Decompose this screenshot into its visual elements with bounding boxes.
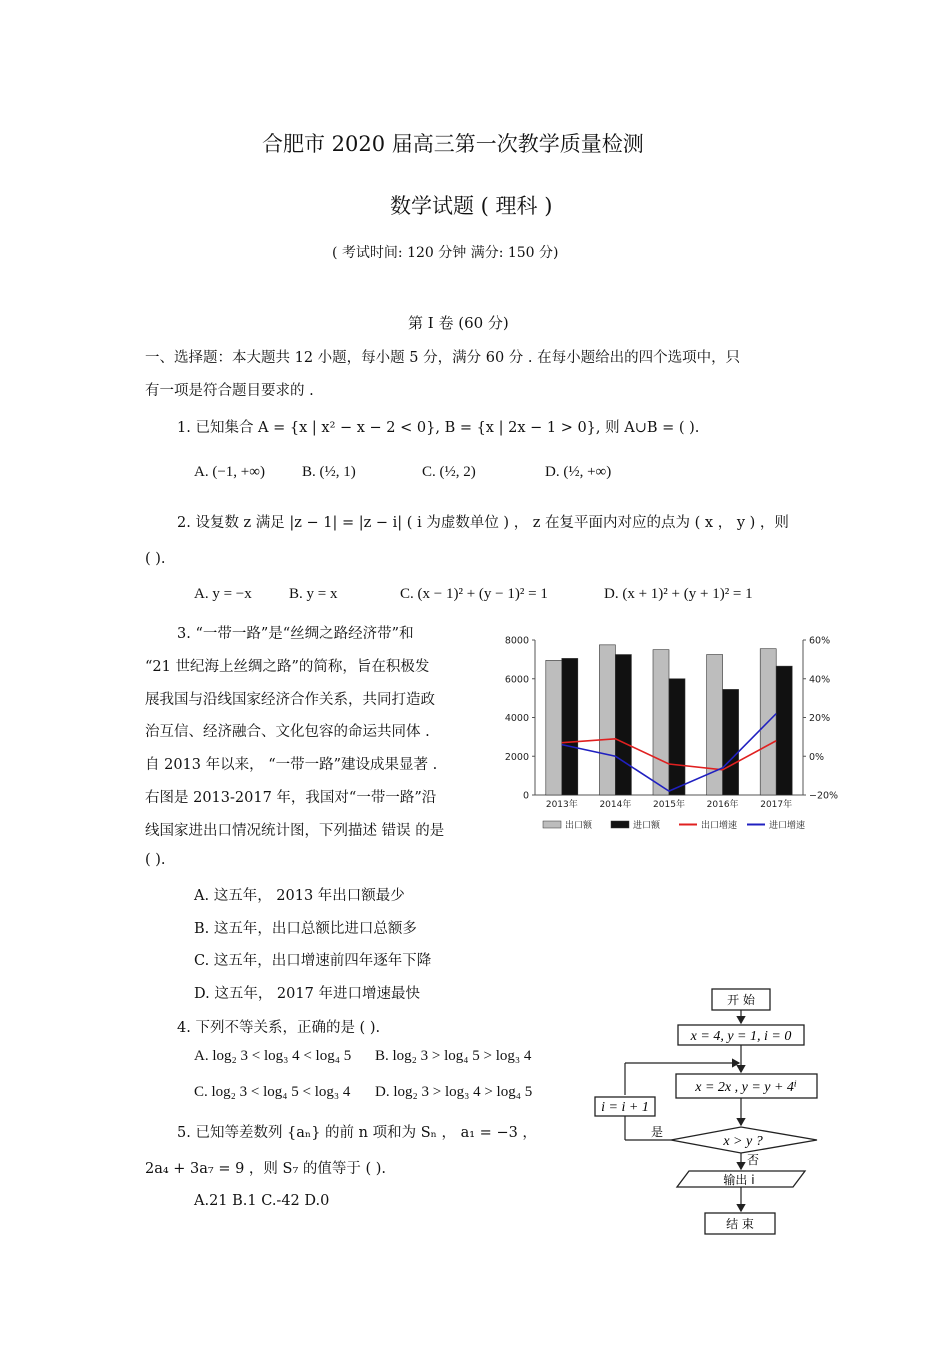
chart-bar-export	[546, 660, 562, 795]
chart-xtick-label: 2016年	[706, 800, 739, 810]
chart-xtick-label: 2014年	[599, 800, 632, 810]
chart-ytick-label: 6000	[504, 674, 529, 686]
flow-output-label: 输出 i	[723, 1173, 755, 1187]
flow-end-label: 结 束	[726, 1217, 754, 1231]
chart-y2tick-label: 60%	[809, 635, 831, 647]
chart-y2tick-label: 0%	[809, 751, 825, 763]
chart-bar-export	[653, 650, 669, 795]
flow-start-label: 开 始	[727, 993, 755, 1007]
q3-option-b: B. 这五年，出口总额比进口总额多	[194, 921, 417, 937]
section-intro-2: 有一项是符合题目要求的 .	[145, 383, 314, 399]
q1-option-a: A. (−1, +∞)	[194, 464, 265, 480]
chart-legend-label: 出口额	[565, 821, 593, 831]
flowchart	[585, 985, 835, 1240]
q3-line-5: 自 2013 年以来， “一带一路”建设成果显著 .	[145, 757, 438, 773]
chart-legend-label: 进口增速	[769, 821, 806, 831]
flow-init-label: x = 4, y = 1, i = 0	[690, 1029, 792, 1044]
q5-options: A.21 B.1 C.-42 D.0	[194, 1193, 330, 1209]
q3-option-c: C. 这五年，出口增速前四年逐年下降	[194, 953, 432, 969]
flow-decision-label: x > y ?	[723, 1134, 763, 1149]
chart-legend-label: 进口额	[633, 821, 661, 831]
chart-ytick-label: 2000	[504, 751, 529, 763]
q4-option-d: D. log₂ 3 > log₃ 4 > log₄ 5	[375, 1084, 533, 1100]
q4-option-b: B. log₂ 3 > log₄ 5 > log₃ 4	[375, 1048, 532, 1064]
chart-legend-label: 出口增速	[701, 821, 738, 831]
q2-paren: ( ).	[145, 551, 166, 567]
q3-line-6: 右图是 2013-2017 年，我国对“一带一路”沿	[145, 790, 437, 806]
chart-bar-import	[776, 666, 792, 795]
chart-xtick-label: 2013年	[545, 800, 578, 810]
q3-line-7: 线国家进出口情况统计图，下列描述 错误 的是	[145, 823, 445, 839]
chart-ytick-label: 0	[522, 790, 529, 802]
chart-xtick-label: 2017年	[760, 800, 793, 810]
q3-line-2: “21 世纪海上丝绸之路”的简称，旨在积极发	[145, 659, 430, 675]
chart-bar-import	[669, 679, 685, 795]
chart-legend-swatch	[611, 821, 629, 828]
q3-line-4: 治互信、经济融合、文化包容的命运共同体 .	[145, 724, 430, 740]
flow-no-label: 否	[747, 1153, 760, 1167]
page-subtitle: 数学试题 ( 理科 )	[390, 194, 553, 218]
q3-line-8: ( ).	[145, 852, 166, 868]
chart-y2tick-label: 40%	[809, 674, 831, 686]
flow-update-label: x = 2x , y = y + 4ⁱ	[695, 1080, 797, 1095]
exam-meta: ( 考试时间: 120 分钟 满分: 150 分)	[332, 245, 559, 261]
chart-bar-import	[562, 658, 578, 795]
page-title: 合肥市 2020 届高三第一次教学质量检测	[262, 132, 644, 156]
q2-option-b: B. y = x	[289, 586, 338, 602]
q3-line-1: 3. “一带一路”是“丝绸之路经济带”和	[177, 626, 414, 642]
q2-option-a: A. y = −x	[194, 586, 252, 602]
chart-y2tick-label: 20%	[809, 713, 831, 724]
flow-increment-label: i = i + 1	[601, 1100, 649, 1115]
chart-y2tick-label: −20%	[809, 790, 839, 802]
q3-line-3: 展我国与沿线国家经济合作关系，共同打造政	[145, 692, 435, 708]
q2-stem: 2. 设复数 z 满足 |z − 1| = |z − i| ( i 为虚数单位 ) ， z 在复平面内对应的点为 ( x ， y ) ，则	[177, 515, 789, 531]
q3-option-a: A. 这五年， 2013 年出口额最少	[194, 888, 405, 904]
q3-option-d: D. 这五年， 2017 年进口增速最快	[194, 986, 420, 1002]
q1-option-b: B. (½, 1)	[302, 464, 356, 480]
q5-stem-2: 2a₄ + 3a₇ = 9 ，则 S₇ 的值等于 ( ).	[145, 1161, 387, 1177]
chart-xtick-label: 2015年	[653, 800, 685, 810]
q4-option-a: A. log₂ 3 < log₃ 4 < log₄ 5	[194, 1048, 352, 1064]
q1-stem: 1. 已知集合 A = {x | x² − x − 2 < 0}, B = {x | 2x − 1 > 0}, 则 A∪B = ( ).	[177, 420, 700, 436]
section-intro-1: 一、选择题：本大题共 12 小题，每小题 5 分，满分 60 分 . 在每小题给出的四个选项中，只	[145, 350, 741, 366]
q4-stem: 4. 下列不等关系，正确的是 ( ).	[177, 1020, 381, 1036]
q5-stem: 5. 已知等差数列 {aₙ} 的前 n 项和为 Sₙ ， a₁ = −3 ，	[177, 1125, 537, 1141]
chart-bar-import	[723, 689, 739, 795]
section-title: 第 I 卷 (60 分)	[408, 314, 509, 332]
chart-ytick-label: 8000	[504, 635, 529, 647]
chart-bar-export	[599, 645, 615, 795]
q4-option-c: C. log₂ 3 < log₄ 5 < log₃ 4	[194, 1084, 351, 1100]
q1-option-d: D. (½, +∞)	[545, 464, 612, 480]
chart-bar-import	[615, 655, 631, 795]
chart-ytick-label: 4000	[504, 713, 529, 724]
chart-legend-swatch	[543, 821, 561, 828]
q2-option-c: C. (x − 1)² + (y − 1)² = 1	[400, 586, 548, 602]
q2-option-d: D. (x + 1)² + (y + 1)² = 1	[604, 586, 753, 602]
flow-yes-label: 是	[651, 1125, 664, 1139]
q1-option-c: C. (½, 2)	[422, 464, 476, 480]
trade-chart	[495, 628, 850, 843]
